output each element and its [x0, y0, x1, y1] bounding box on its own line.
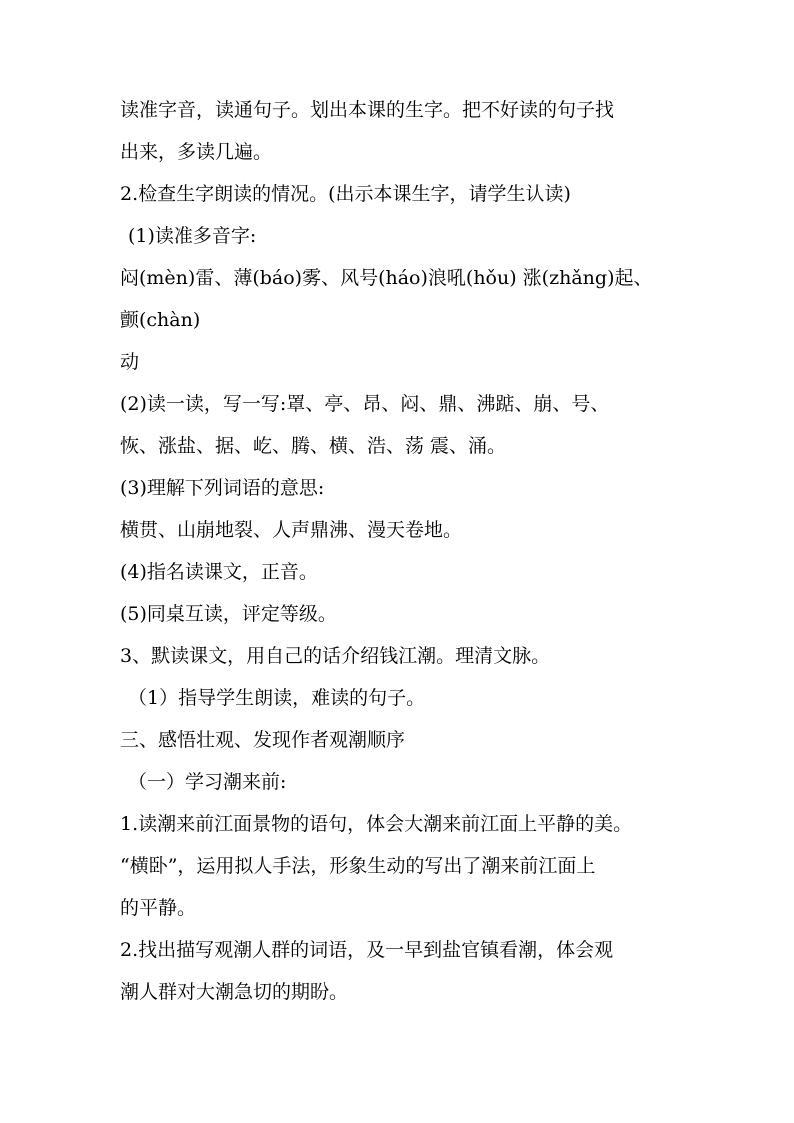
text-line-7: 动 — [120, 351, 140, 373]
text-line-14: 3、默读课文，用自己的话介绍钱江潮。理清文脉。 — [120, 645, 551, 667]
text-line-13: (5)同桌互读，评定等级。 — [120, 603, 337, 625]
text-line-12: (4)指名读课文，正音。 — [120, 561, 318, 583]
text-line-20: 的平静。 — [120, 897, 197, 919]
text-line-21: 2.找出描写观潮人群的词语，及一早到盐官镇看潮，体会观 — [120, 939, 614, 961]
text-line-22: 潮人群对大潮急切的期盼。 — [120, 981, 349, 1003]
text-line-3: 2.检查生字朗读的情况。(出示本课生字，请学生认读) — [120, 183, 571, 205]
subsection-heading: （一）学习潮来前: — [128, 771, 287, 793]
text-line-9: 恢、涨盐、据、屹、腾、横、浩、荡 震、涌。 — [120, 435, 507, 457]
section-heading: 三、感悟壮观、发现作者观潮顺序 — [120, 729, 406, 751]
text-line-19: “横卧”，运用拟人手法，形象生动的写出了潮来前江面上 — [120, 855, 596, 877]
text-line-11: 横贯、山崩地裂、人声鼎沸、漫天卷地。 — [120, 519, 463, 541]
text-line-18: 1.读潮来前江面景物的语句，体会大潮来前江面上平静的美。 — [120, 813, 633, 835]
text-line-4: (1)读准多音字: — [128, 225, 257, 247]
text-line-2: 出来，多读几遍。 — [120, 141, 273, 163]
text-line-8: (2)读一读，写一写:罩、亭、昂、闷、鼎、沸踮、崩、号、 — [120, 393, 610, 415]
text-line-1: 读准字音，读通句子。划出本课的生字。把不好读的句子找 — [120, 99, 615, 121]
text-line-15: （1）指导学生朗读，难读的句子。 — [128, 687, 426, 709]
text-line-10: (3)理解下列词语的意思: — [120, 477, 325, 499]
text-line-5: 闷(mèn)雷、薄(báo)雾、风号(háo)浪吼(hǒu) 涨(zhǎng)起、 — [120, 267, 653, 289]
text-line-6: 颤(chàn) — [120, 309, 201, 331]
